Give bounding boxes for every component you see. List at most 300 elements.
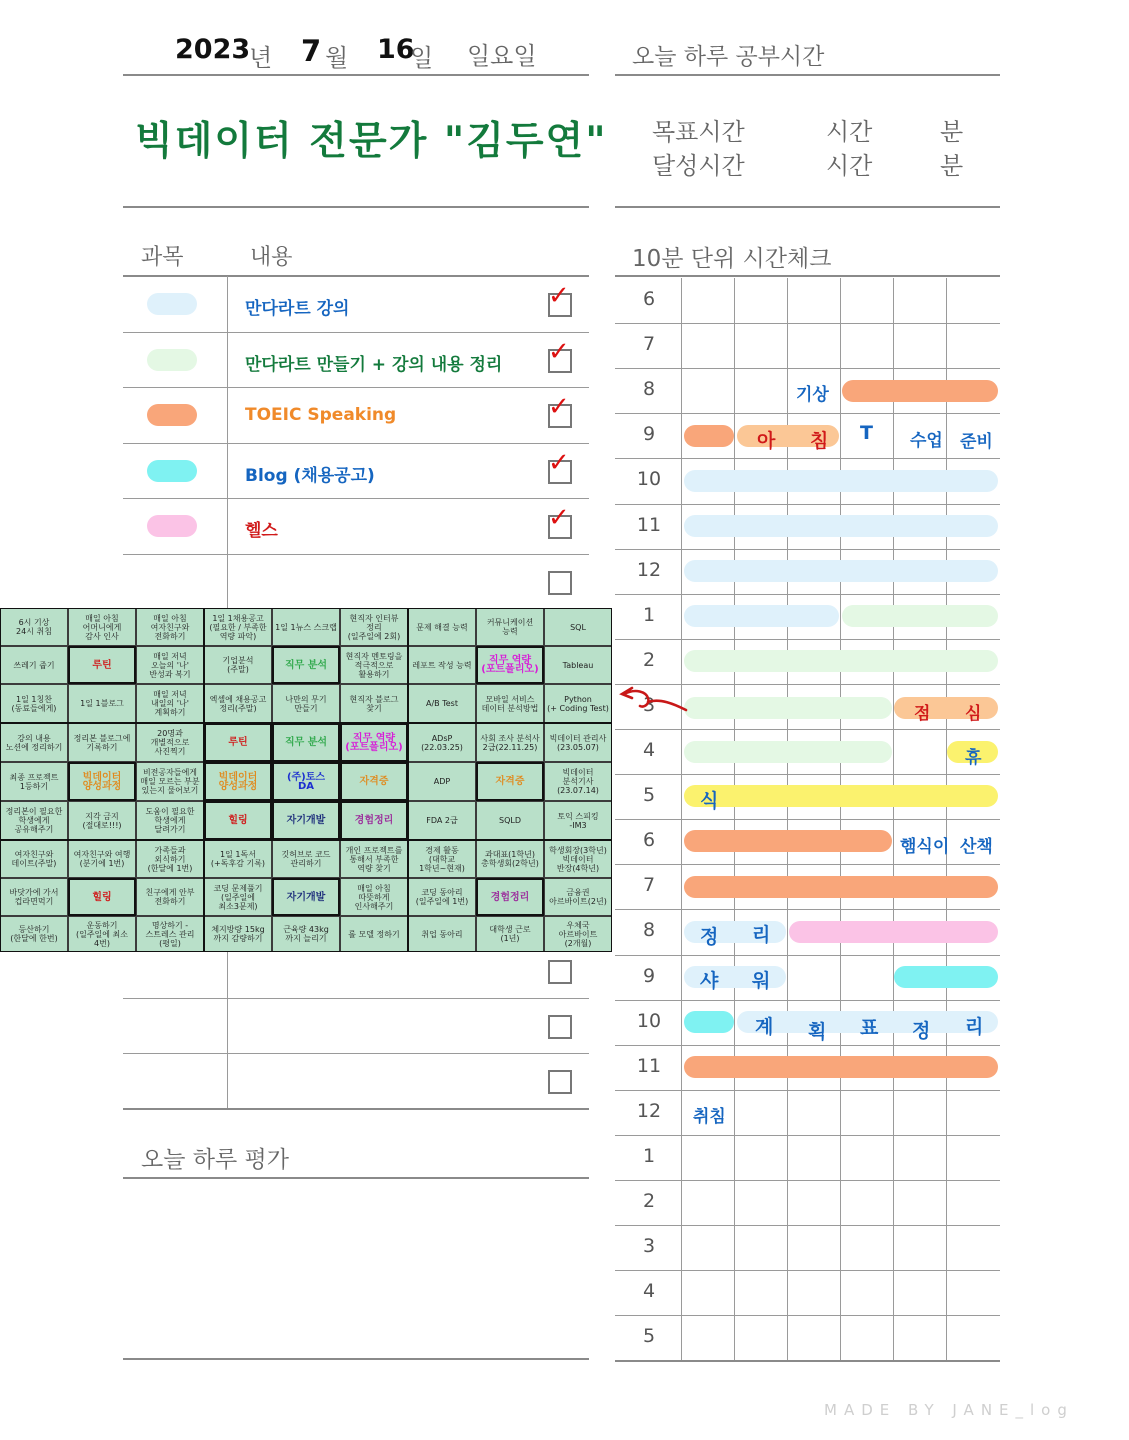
achieved-hours-label: 시간 [826,152,873,180]
mandalart-cell-text: 금융권 아르바이트(2년) [549,888,607,906]
mandalart-cell [408,684,476,723]
mandalart-cell-text: 가족들과 외식하기 (한달에 1번) [147,845,193,873]
year-value: 2023 [175,34,251,65]
mandalart-cell-text: ADsP (22.03.25) [421,733,463,752]
handwritten-three-mark [618,682,690,716]
time-bar [684,1056,998,1078]
divider [615,206,1000,208]
mandalart-cell [68,916,136,952]
mandalart-cell-text: 엑셀에 채용공고 정리(주말) [209,694,267,713]
time-bar [684,650,998,672]
mandalart-cell-text: 여자친구와 여행 (분기에 1번) [73,850,131,868]
mandalart-cell-text: 경제 활동 (대학교 1학년~현재) [419,845,465,873]
hour-label: 10 [636,1009,662,1032]
time-bar [684,830,892,852]
time-bar [684,605,839,627]
mandalart-cell-text: 1일 1블로그 [80,699,124,708]
annotation: 준비 [960,432,993,452]
hour-label: 10 [636,468,662,491]
hour-line [615,774,1000,775]
mandalart-cell [0,684,68,723]
mandalart-cell-text: 자기개발 [286,815,326,826]
mandalart-cell-text: 루틴 [92,659,112,671]
hour-label: 9 [642,964,656,987]
task-checkbox[interactable] [548,281,572,317]
mandalart-cell [340,878,408,916]
mandalart-cell-text: 학생회장(3학년) 빅데이터 반장(4학년) [549,845,607,873]
task-checkbox[interactable] [548,571,572,595]
mandalart-cell-text: 개인 프로젝트를 통해서 부족한 역량 찾기 [345,845,403,873]
mandalart-cell [340,646,408,684]
mandalart-cell-text: 대학생 근로 (1년) [489,925,531,943]
annotation: 휴 [965,748,982,768]
mandalart-goal-cell [272,646,340,684]
hour-label: 2 [642,648,656,671]
mandalart-cell-text: 과대표(1학년) 총학생회(2학년) [481,850,539,868]
row-line [123,443,589,444]
mandalart-cell [544,723,612,762]
hour-line [615,549,1000,550]
mandalart-cell-text: 빅데이터 분석기사 (23.07.14) [557,768,599,795]
hour-label: 4 [642,1280,656,1303]
mandalart-cell-text: 친구에게 안부 전화하기 [145,888,195,906]
mandalart-cell [0,646,68,684]
row-line [123,498,589,499]
mandalart-cell [340,684,408,723]
mandalart-cell [204,878,272,916]
footer-credit: MADE BY JANE_log [824,1401,1074,1419]
mandalart-cell [204,916,272,952]
time-bar [789,921,998,943]
mandalart-goal-cell [272,801,340,840]
annotation: 계 [755,1016,774,1038]
mandalart-cell-text: 비전공자들에게 매일 모르는 부분 있는지 물어보기 [140,768,200,795]
content-header: 내용 [250,245,293,270]
annotation: 취침 [693,1107,726,1127]
annotation: 심 [965,704,982,724]
annotation: 기상 [796,385,829,405]
mandalart-cell-text: 레포트 작성 능력 [412,660,472,670]
annotation: T [860,422,873,444]
goal-hours-label: 시간 [826,118,873,146]
hour-label: 6 [642,829,656,852]
hour-line [615,1180,1000,1181]
mandalart-cell [476,801,544,840]
mandalart-cell [408,646,476,684]
checkbox[interactable] [548,960,572,984]
subject-color-swatch [147,460,197,482]
hour-line [615,1090,1000,1091]
mandalart-cell-text: 경험정리 [354,815,394,826]
time-bar [684,515,998,537]
mandalart-cell [136,723,204,762]
check-mark-icon: ✓ [548,336,570,367]
row-line [123,332,589,333]
mandalart-cell [544,840,612,878]
hour-label: 11 [636,1054,662,1077]
hour-label: 1 [642,1144,656,1167]
hour-line [615,1360,1000,1362]
mandalart-cell [68,840,136,878]
divider [615,275,1000,277]
page-title: 빅데이터 전문가 "김두연" [135,119,608,164]
mandalart-cell [204,608,272,646]
time-bar [894,697,998,719]
task-checkbox[interactable] [548,503,572,539]
time-bar [842,380,998,402]
mandalart-cell-text: 힐링 [92,891,112,903]
hour-line [615,1000,1000,1001]
mandalart-cell [0,840,68,878]
mandalart-cell [476,840,544,878]
mandalart-cell-text: 우체국 아르바이트 (2개월) [558,920,598,948]
mandalart-cell-text: 1일 1채용공고 (필요한 / 부족한 역량 파악) [209,613,267,641]
annotation: 점 [914,704,931,724]
goal-time-label: 목표시간 [652,118,745,146]
mandalart-cell [204,840,272,878]
weekday: 일요일 [467,42,537,70]
mandalart-cell-text: FDA 2급 [426,816,458,825]
mandalart-cell-text: 현직자 멘토링을 적극적으로 활용하기 [345,651,403,679]
mandalart-cell [136,646,204,684]
mandalart-goal-cell [340,762,408,801]
task-checkbox[interactable] [548,447,572,484]
mandalart-cell [136,878,204,916]
hour-line [615,1135,1000,1136]
mandalart-cell-text: 명상하기 - 스트레스 관리 (평일) [145,920,195,948]
hour-line [615,639,1000,640]
mandalart-cell-text: ADP [433,777,451,786]
divider [123,1108,589,1110]
mandalart-cell [136,762,204,801]
mandalart-cell-text: 1일 1칭찬 (동료들에게) [11,694,57,713]
time-bar [684,741,892,763]
hour-line [615,458,1000,459]
mandalart-cell-text: 강의 내용 노션에 정리하기 [5,733,63,752]
mandalart-cell-text: 지각 금지 (절대로!!!) [82,811,122,830]
annotation: 햄식이 [900,837,950,857]
divider [123,74,589,76]
mandalart-cell [272,608,340,646]
mandalart-cell [136,840,204,878]
time-bar [684,560,998,582]
mandalart-cell [408,801,476,840]
mandalart-cell [476,684,544,723]
mandalart-cell-text: 현직자 인터뷰 정리 (일주일에 2회) [347,613,401,641]
mandalart-cell-text: 코딩 문제풀기 (일주일에 최소3문제) [213,883,263,911]
grid-column-line [681,278,682,1360]
mandalart-cell [68,801,136,840]
mandalart-cell-text: 바닷가에 가서 컵라면먹기 [9,888,59,906]
mandalart-cell-text: 빅데이터 양성과정 [218,771,258,792]
mandalart-cell [0,916,68,952]
divider [123,206,589,208]
grid-column-line [893,278,894,1360]
mandalart-goal-cell [272,723,340,762]
divider [123,1177,589,1179]
hour-label: 4 [642,739,656,761]
mandalart-cell-text: A/B Test [426,699,458,708]
mandalart-cell-text: 매일 아침 따뜻하게 인사해주기 [354,883,394,911]
annotation: 아 [757,430,776,452]
mandalart-cell-text: 정리본이 필요한 학생에게 공유해주기 [5,807,63,834]
mandalart-goal-cell [272,878,340,916]
mandalart-cell [340,916,408,952]
mandalart-goal-cell [340,801,408,840]
task-checkbox[interactable] [548,336,572,373]
annotation: 표 [860,1017,879,1039]
check-mark-icon: ✓ [548,447,570,478]
mandalart-cell-text: 나만의 무기 만들기 [285,694,327,713]
mandalart-cell-text: 20명과 개별적으로 사진찍기 [150,729,190,756]
hour-label: 5 [642,784,656,807]
mandalart-cell [544,646,612,684]
grid-column-line [840,278,841,1360]
divider [615,74,1000,76]
mandalart-cell-text: 6시 기상 24시 취침 [16,618,52,636]
mandalart-cell-text: 쓰레기 줍기 [13,660,55,670]
mandalart-cell-text: Tableau [562,660,594,670]
hour-label: 6 [642,288,656,310]
hour-line [615,864,1000,865]
mandalart-cell-text: 근육량 43kg 까지 늘리기 [283,925,329,943]
mandalart-cell [0,878,68,916]
mandalart-cell-text: Python (+ Coding Test) [547,694,609,713]
mandalart-cell [68,684,136,723]
hour-label: 7 [642,333,656,356]
mandalart-cell [476,608,544,646]
annotation: 산책 [960,837,993,857]
mandalart-goal-cell [476,646,544,684]
mandalart-cell-text: 1일 1뉴스 스크랩 [275,622,337,632]
mandalart-cell-text: 직무 역량 (포트폴리오) [345,732,403,753]
hour-label: 2 [642,1190,656,1212]
time-bar [894,966,998,988]
task-content: 헬스 [245,521,278,541]
day-value: 16 [377,34,415,65]
mandalart-cell [408,723,476,762]
mandalart-cell [68,608,136,646]
hour-label: 7 [642,874,656,897]
annotation: 워 [752,970,771,992]
mandalart-cell [0,608,68,646]
hour-label: 1 [642,603,656,626]
mandalart-cell-text: 코딩 동아리 (일주일에 1번) [415,888,469,906]
study-time-heading: 오늘 하루 공부시간 [632,44,825,70]
check-mark-icon: ✓ [548,503,570,533]
mandalart-cell-text: 직무 역량 (포트폴리오) [481,655,539,675]
achieved-minutes-label: 분 [940,152,964,180]
hour-label: 8 [642,919,656,942]
mandalart-cell [544,801,612,840]
annotation: 침 [810,430,829,452]
mandalart-cell [204,646,272,684]
annotation: 수업 [910,431,943,451]
mandalart-cell-text: 자기개발 [286,891,326,903]
hour-line [615,323,1000,324]
check-mark-icon: ✓ [548,392,570,422]
mandalart-cell [476,916,544,952]
hour-label: 12 [636,558,662,581]
mandalart-cell [68,723,136,762]
timecheck-heading: 10분 단위 시간체크 [632,246,832,272]
mandalart-cell-text: 여자친구와 데이트(주말) [11,850,57,868]
mandalart-cell-text: 매일 아침 여자친구와 전화하기 [150,613,190,641]
hour-line [615,1270,1000,1271]
mandalart-cell-text: 기업분석 (주말) [222,656,254,674]
mandalart-goal-cell [68,762,136,801]
grid-column-line [734,278,735,1360]
goal-minutes-label: 분 [940,118,964,146]
task-content: TOEIC Speaking [245,405,397,425]
mandalart-cell-text: 등산하기 (한달에 한번) [10,925,58,943]
mandalart-cell-text: 직무 분석 [284,659,328,671]
mandalart-cell [408,762,476,801]
annotation: 리 [752,924,771,946]
mandalart-cell [136,684,204,723]
hour-line [615,1045,1000,1046]
checkbox[interactable] [548,1015,572,1039]
mandalart-cell-text: 자격증 [495,776,525,787]
mandalart-cell [544,684,612,723]
hour-label: 12 [636,1099,662,1122]
mandalart-goal-cell [204,762,272,801]
hour-label: 9 [642,423,656,446]
subject-header: 과목 [141,245,184,270]
mandalart-cell-text: 매일 저녁 오늘의 '나' 반성과 복기 [149,651,191,679]
task-checkbox[interactable] [548,392,572,428]
mandalart-cell [204,684,272,723]
hour-line [615,504,1000,505]
day-label: 일 [410,44,434,72]
annotation: 식 [700,790,719,812]
mandalart-cell-text: 정리본 블로그에 기록하기 [73,733,131,752]
annotation: 샤 [700,970,719,992]
hour-label: 3 [642,693,656,716]
check-mark-icon: ✓ [548,281,570,311]
annotation: 리 [965,1016,984,1038]
mandalart-cell-text: 매일 저녁 내일의 '나' 계획하기 [151,690,189,717]
mandalart-cell [340,840,408,878]
mandalart-cell-text: 직무 분석 [284,737,328,748]
row-line [123,998,589,999]
mandalart-cell-text: 깃허브로 코드 관리하기 [281,850,331,868]
hour-line [615,594,1000,595]
grid-column-line [946,278,947,1360]
mandalart-cell-text: 경험정리 [490,891,530,903]
subject-color-swatch [147,293,197,315]
time-bar [684,876,998,898]
mandalart-cell [544,762,612,801]
subject-color-swatch [147,349,197,371]
hour-label: 3 [642,1235,656,1258]
mandalart-goal-cell [476,878,544,916]
mandalart-cell [0,762,68,801]
time-bar [684,470,998,492]
mandalart-cell [544,916,612,952]
subject-color-swatch [147,404,197,426]
time-bar [684,697,892,719]
mandalart-cell-text: 모바일 서비스 데이터 분석방법 [481,694,539,713]
mandalart-goal-cell [476,762,544,801]
mandalart-cell-text: 자격증 [359,776,389,787]
mandalart-goal-cell [68,646,136,684]
mandalart-cell-text: SQLD [499,816,521,825]
hour-line [615,1225,1000,1226]
mandalart-goal-cell [204,801,272,840]
mandalart-cell-text: 루틴 [228,737,248,748]
time-bar [684,785,998,807]
mandalart-cell-text: 도움이 필요한 학생에게 달려가기 [145,807,195,834]
mandalart-cell [408,840,476,878]
row-line [123,554,589,555]
mandalart-cell-text: 체지방량 15kg 까지 감량하기 [211,925,265,943]
mandalart-cell [136,801,204,840]
mandalart-grid [0,608,612,952]
checkbox[interactable] [548,1070,572,1094]
task-content: 만다라트 만들기 + 강의 내용 정리 [245,354,503,375]
time-bar [842,605,998,627]
mandalart-cell-text: 힐링 [228,815,248,826]
task-content: Blog (채용공고) [245,465,375,486]
mandalart-goal-cell [204,723,272,762]
subject-color-swatch [147,515,197,537]
row-line [123,1053,589,1054]
hour-line [615,729,1000,730]
hour-line [615,909,1000,910]
mandalart-cell-text: 토익 스피킹 -IM3 [557,811,599,830]
mandalart-cell-text: 사회 조사 분석사 2급(22.11.25) [480,733,540,752]
hour-line [615,1315,1000,1316]
mandalart-cell-text: 취업 동아리 [421,929,463,939]
hour-line [615,368,1000,369]
year-label: 년 [249,44,273,72]
mandalart-cell [408,608,476,646]
task-content: 만다라트 강의 [245,299,350,319]
mandalart-cell-text: 롤 모델 정하기 [348,929,400,939]
mandalart-cell [544,608,612,646]
mandalart-cell-text: 빅데이터 관리사 (23.05.07) [549,733,607,752]
mandalart-cell-text: 최종 프로젝트 1등하기 [9,772,59,791]
divider [123,275,589,277]
mandalart-cell-text: 매일 아침 어머니에게 감사 인사 [82,613,122,641]
mandalart-cell-text: 현직자 블로그 찾기 [349,694,399,713]
mandalart-cell-text: 문제 해결 능력 [416,622,468,632]
annotation: 획 [808,1021,827,1043]
mandalart-cell-text: (주)토스 DA [286,771,326,792]
mandalart-cell [340,608,408,646]
row-line [123,387,589,388]
mandalart-cell-text: SQL [570,622,586,632]
mandalart-cell-text: 커뮤니케이션 능력 [486,618,534,636]
hour-line [615,819,1000,820]
mandalart-goal-cell [340,723,408,762]
date-line [175,32,575,72]
hour-label: 5 [642,1325,656,1348]
mandalart-cell [136,916,204,952]
mandalart-goal-cell [68,878,136,916]
annotation: 정 [912,1020,931,1042]
hour-line [615,955,1000,956]
divider [123,1358,589,1360]
achieved-time-label: 달성시간 [652,152,745,180]
mandalart-cell [0,801,68,840]
annotation: 정 [700,926,719,948]
mandalart-cell [476,723,544,762]
hour-label: 11 [636,513,662,536]
mandalart-cell [272,840,340,878]
hour-label: 8 [642,378,656,401]
